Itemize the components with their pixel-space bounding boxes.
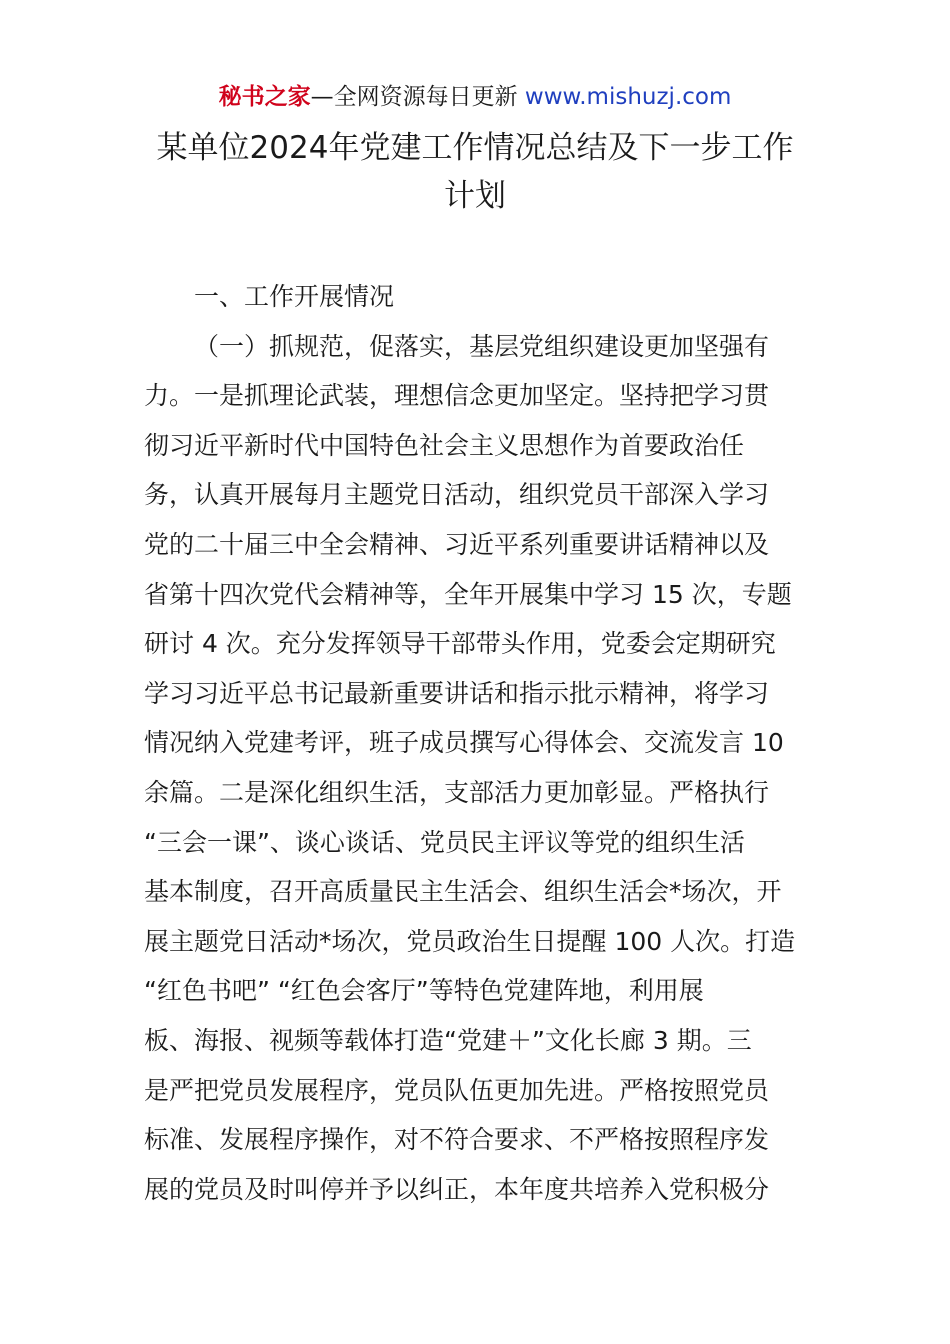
document-body [144, 272, 814, 1214]
paragraph-line: 党的二十届三中全会精神、习近平系列重要讲话精神以及 [144, 529, 770, 559]
site-tagline: —全网资源每日更新 [310, 84, 525, 110]
site-url-link[interactable]: www.mishuzj.com [524, 84, 732, 110]
document-title [110, 124, 840, 220]
paragraph-line: 展的党员及时叫停并予以纠正，本年度共培养入党积极分 [144, 1174, 770, 1204]
paragraph-line: 标准、发展程序操作，对不符合要求、不严格按照程序发 [144, 1125, 770, 1155]
paragraph-line: 彻习近平新时代中国特色社会主义思想作为首要政治任 [144, 430, 745, 460]
paragraph-line: “红色书吧” “红色会客厅”等特色党建阵地，利用展 [144, 976, 704, 1006]
paragraph-line: 力。一是抓理论武装，理想信念更加坚定。坚持把学习贯 [144, 381, 770, 411]
site-header [0, 80, 950, 114]
site-brand: 秘书之家 [218, 84, 311, 110]
paragraph-line: 学习习近平总书记最新重要讲话和指示批示精神，将学习 [144, 678, 770, 708]
title-line-1: 某单位2024年党建工作情况总结及下一步工作 [156, 130, 794, 166]
paragraph-line: “三会一课”、谈心谈话、党员民主评议等党的组织生活 [144, 827, 745, 857]
paragraph-line: （一）抓规范，促落实，基层党组织建设更加坚强有 [194, 331, 770, 361]
paragraph-line: 展主题党日活动*场次，党员政治生日提醒 100 人次。打造 [144, 926, 796, 956]
title-line-2: 计划 [444, 178, 506, 214]
paragraph-line: 余篇。二是深化组织生活，支部活力更加彰显。严格执行 [144, 777, 770, 807]
section-heading: 一、工作开展情况 [194, 282, 395, 311]
paragraph-line: 务，认真开展每月主题党日活动，组织党员干部深入学习 [144, 480, 770, 510]
paragraph-line: 是严把党员发展程序，党员队伍更加先进。严格按照党员 [144, 1075, 770, 1105]
paragraph-line: 情况纳入党建考评，班子成员撰写心得体会、交流发言 10 [144, 728, 784, 758]
paragraph-line: 省第十四次党代会精神等，全年开展集中学习 15 次，专题 [144, 579, 792, 609]
paragraph-line: 基本制度，召开高质量民主生活会、组织生活会*场次，开 [144, 877, 782, 907]
paragraph-line: 研讨 4 次。充分发挥领导干部带头作用，党委会定期研究 [144, 629, 776, 659]
paragraph-line: 板、海报、视频等载体打造“党建＋”文化长廊 3 期。三 [144, 1025, 752, 1055]
